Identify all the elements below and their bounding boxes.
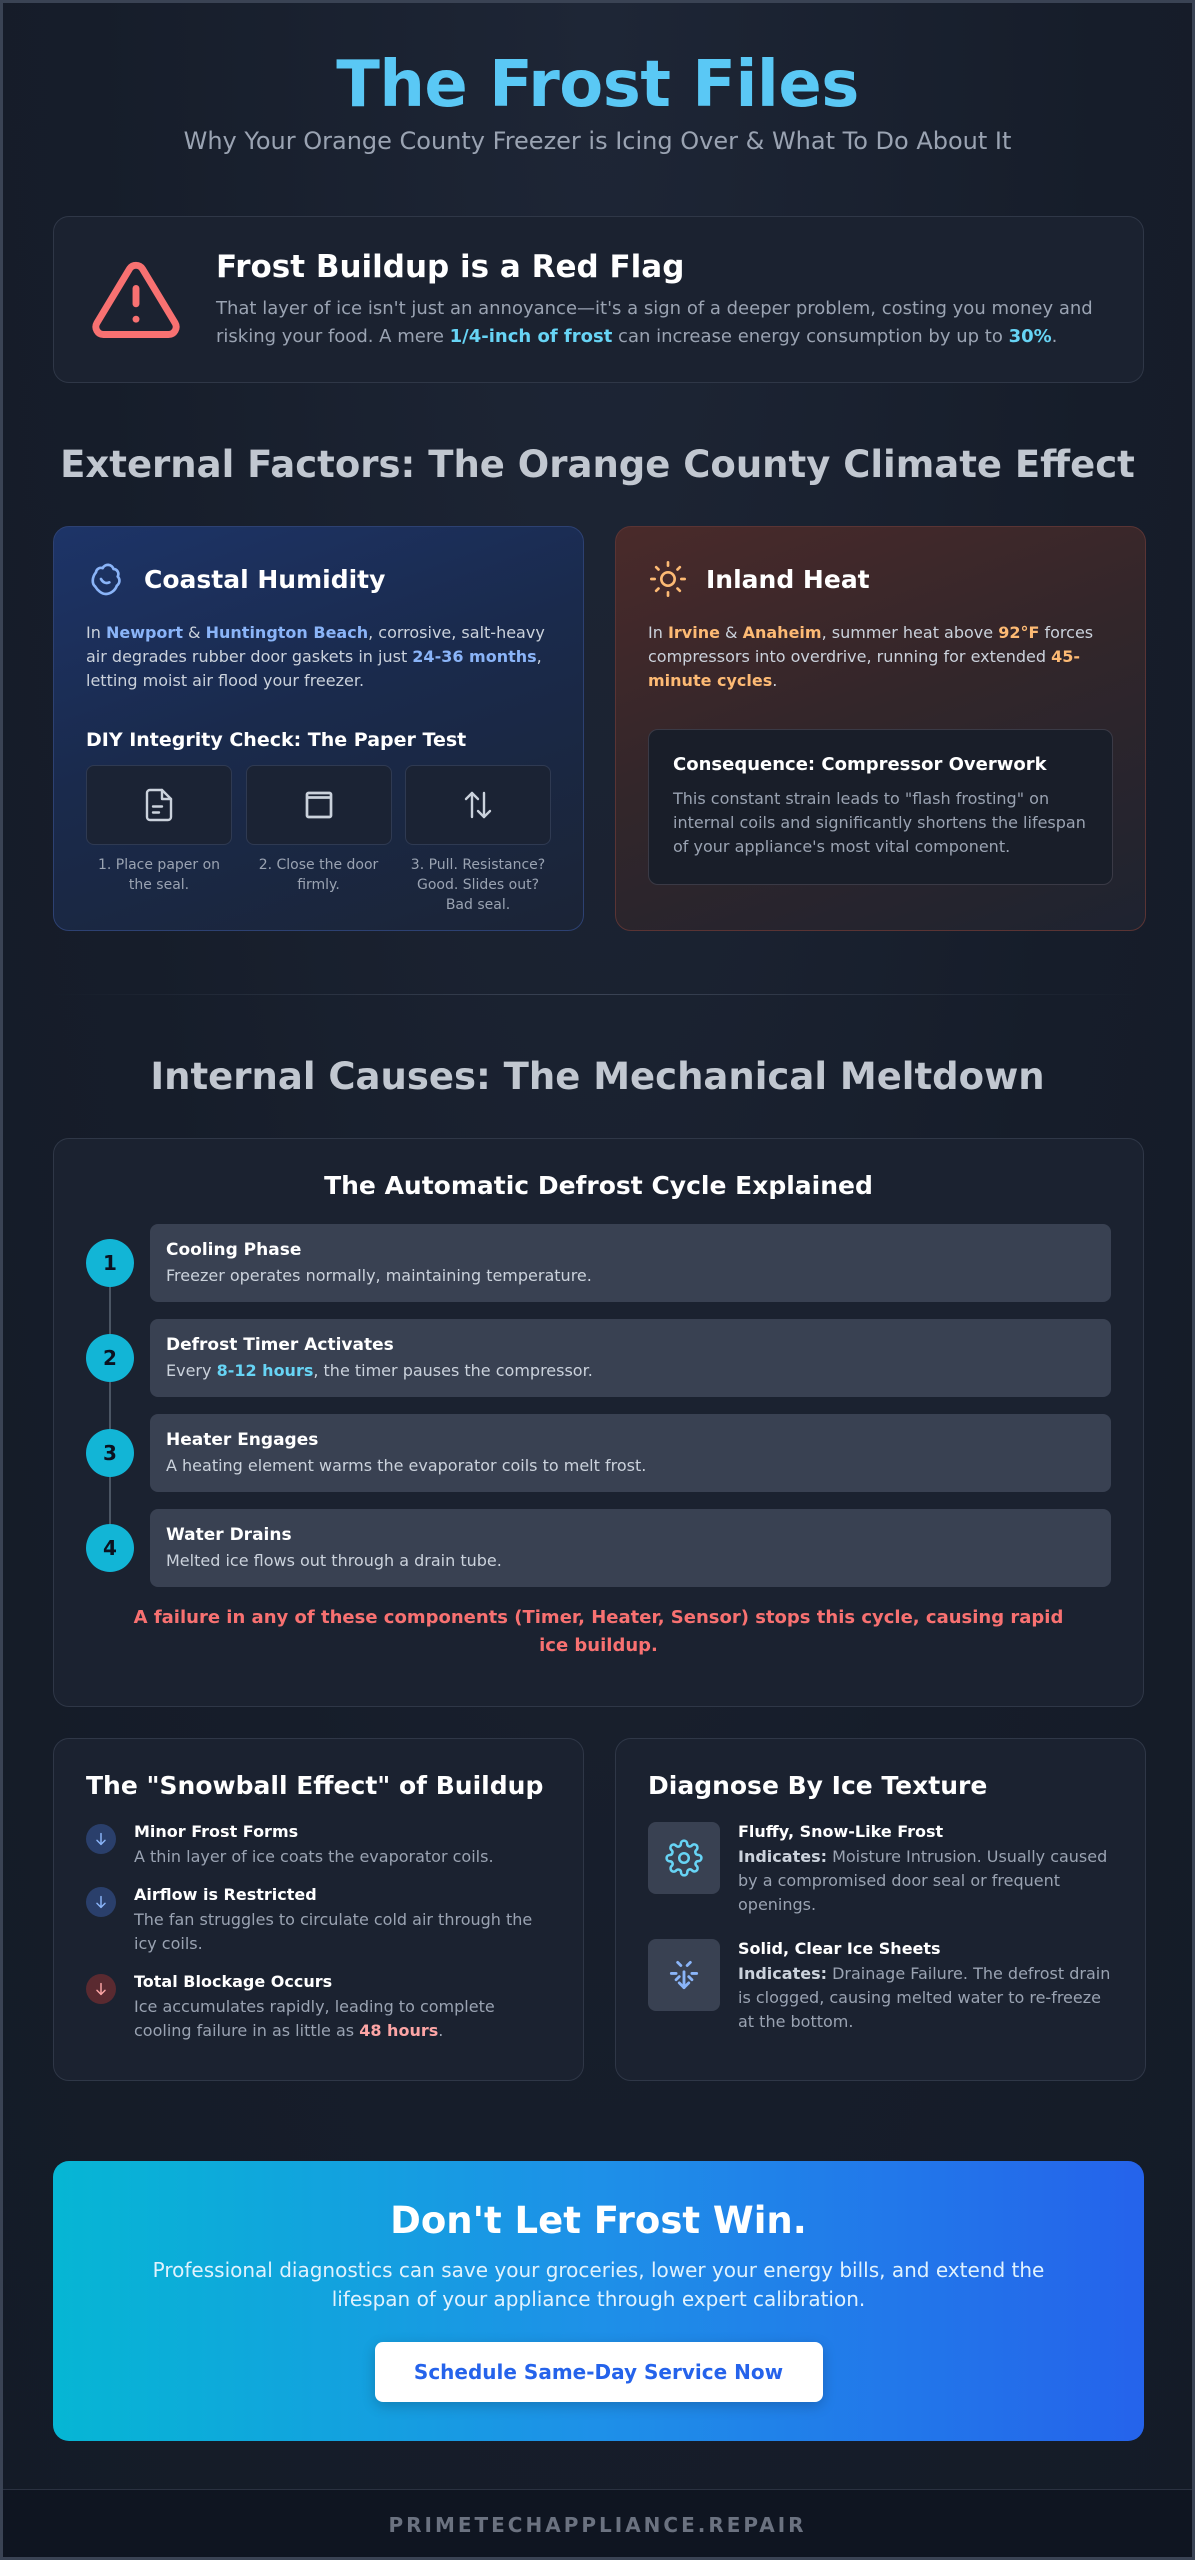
- paper-test-step: [405, 765, 551, 915]
- paper-icon: [141, 787, 177, 823]
- inland-text-part: &: [719, 623, 743, 642]
- snowball-item-desc: [134, 1995, 551, 2043]
- arrow-down-icon: [86, 1824, 116, 1854]
- diagnose-text-part: Drainage Failure. The defrost drain is clogged, causing melted water to re-freeze at the bottom.: [738, 1964, 1111, 2031]
- snowball-text-part: .: [438, 2021, 444, 2040]
- consequence-text: This constant strain leads to "flash frosting" on internal coils and significantly shortens the lifespan of your appliance's most vital component.: [673, 789, 1086, 856]
- snowball-item-desc: A thin layer of ice coats the evaporator coils.: [134, 1847, 494, 1866]
- cycle-duration: 45-minute cycles: [648, 647, 1081, 690]
- alert-card: [53, 216, 1144, 383]
- step-title: Water Drains: [166, 1525, 292, 1545]
- step-number: 3: [86, 1429, 134, 1477]
- step-text: [166, 1361, 1095, 1380]
- schedule-service-button[interactable]: Schedule Same-Day Service Now: [375, 2342, 823, 2402]
- step-box: [150, 1319, 1111, 1397]
- coastal-text-part: In: [86, 623, 106, 642]
- door-square-icon: [301, 787, 337, 823]
- coastal-header: [86, 559, 551, 599]
- city-newport: Newport: [105, 623, 183, 642]
- diagnose-item-desc: [738, 1845, 1113, 1917]
- footer-domain: PRIMETECHAPPLIANCE.REPAIR: [388, 2513, 807, 2537]
- alert-highlight-percent: 30%: [1008, 325, 1052, 347]
- step-number: 4: [86, 1524, 134, 1572]
- diagnose-item-title: Fluffy, Snow-Like Frost: [738, 1822, 944, 1841]
- step-box: [150, 1414, 1111, 1492]
- coastal-text: [86, 621, 551, 693]
- step-text: Melted ice flows out through a drain tube.: [166, 1551, 502, 1570]
- diagnose-item: [648, 1822, 1113, 1917]
- cta-text: Professional diagnostics can save your groceries, lower your energy bills, and extend the lifespan of your appliance through expert calibration.: [152, 2258, 1045, 2311]
- city-anaheim: Anaheim: [742, 623, 822, 642]
- timer-interval: 8-12 hours: [216, 1361, 314, 1380]
- timeline-step: [86, 1414, 1111, 1492]
- diagnose-text-part: Moisture Intrusion. Usually caused by a compromised door seal or frequent openings.: [738, 1847, 1108, 1914]
- pull-arrows-icon: [460, 787, 496, 823]
- alert-title: Frost Buildup is a Red Flag: [216, 248, 685, 285]
- heat-temperature: 92°F: [998, 623, 1040, 642]
- cta-title: Don't Let Frost Win.: [390, 2199, 807, 2242]
- section-divider: [53, 994, 1144, 995]
- snowball-text-part: Ice accumulates rapidly, leading to complete cooling failure in as little as: [134, 1997, 495, 2040]
- gasket-months: 24-36 months: [412, 647, 537, 666]
- alert-highlight-frost: 1/4-inch of frost: [449, 325, 613, 347]
- paper-test-step: [86, 765, 232, 915]
- inland-heat-card: [615, 526, 1146, 931]
- snowball-item: [86, 1822, 551, 1869]
- snowball-item-text: [134, 1972, 551, 2043]
- indicates-label: Indicates:: [738, 1847, 827, 1866]
- page-subtitle: Why Your Orange County Freezer is Icing Over & What To Do About It: [183, 127, 1012, 155]
- inland-title: Inland Heat: [706, 564, 870, 594]
- snowball-item-desc: The fan struggles to circulate cold air through the icy coils.: [134, 1910, 533, 1953]
- inland-text-part: .: [772, 671, 778, 690]
- paper-test-step-box: [86, 765, 232, 845]
- drain-icon: [648, 1939, 720, 2011]
- snowball-title: The "Snowball Effect" of Buildup: [86, 1771, 544, 1800]
- step-number: 2: [86, 1334, 134, 1382]
- paper-test-caption: 1. Place paper on the seal.: [97, 857, 221, 893]
- diagnose-card: [615, 1738, 1146, 2081]
- step-title: Defrost Timer Activates: [166, 1335, 394, 1355]
- inland-text-part: , summer heat above: [821, 623, 999, 642]
- paper-test-caption: 3. Pull. Resistance? Good. Slides out? Bad seal.: [410, 857, 546, 913]
- snowball-item-title: Airflow is Restricted: [134, 1885, 317, 1904]
- cta-banner: [53, 2161, 1144, 2441]
- diagnose-item-title: Solid, Clear Ice Sheets: [738, 1939, 941, 1958]
- diy-title: DIY Integrity Check: The Paper Test: [86, 729, 467, 751]
- step-text-part: Every: [166, 1361, 217, 1380]
- snowball-item-text: [134, 1885, 551, 1956]
- failure-warning: A failure in any of these components (Timer, Heater, Sensor) stops this cycle, causing rapid ice buildup.: [133, 1607, 1064, 1656]
- coastal-text-part: , corrosive, salt-heavy air degrades rubber door gaskets in just: [86, 623, 545, 666]
- coastal-humidity-card: [53, 526, 584, 931]
- step-text-part: , the timer pauses the compressor.: [313, 1361, 593, 1380]
- humidity-icon: [86, 559, 126, 599]
- alert-text-part: That layer of ice isn't just an annoyance—it's a sign of a deeper problem, costing you money and risking your food. A mere: [216, 297, 1093, 347]
- step-number: 1: [86, 1239, 134, 1287]
- alert-text-part: .: [1051, 325, 1058, 347]
- consequence-box: [648, 729, 1113, 885]
- header: [3, 3, 1192, 155]
- diagnose-item: [648, 1939, 1113, 2034]
- timeline-step: [86, 1224, 1111, 1302]
- footer: [3, 2489, 1192, 2560]
- inland-text: [648, 621, 1113, 693]
- alert-text: [216, 295, 1107, 351]
- snowball-item-title: Minor Frost Forms: [134, 1822, 299, 1841]
- inland-text-part: In: [648, 623, 668, 642]
- snowball-item: [86, 1972, 551, 2043]
- timeline-step: [86, 1319, 1111, 1397]
- paper-test-step: [246, 765, 392, 915]
- step-title: Heater Engages: [166, 1430, 319, 1450]
- step-text: A heating element warms the evaporator coils to melt frost.: [166, 1456, 647, 1475]
- step-box: [150, 1509, 1111, 1587]
- arrow-down-icon: [86, 1974, 116, 2004]
- defrost-timeline: [86, 1224, 1111, 1587]
- snowball-item: [86, 1885, 551, 1956]
- gear-icon: [648, 1822, 720, 1894]
- snowball-item-title: Total Blockage Occurs: [134, 1972, 333, 1991]
- diagnose-item-desc: [738, 1962, 1113, 2034]
- diagnose-item-text: [738, 1939, 1113, 2034]
- paper-test-caption: 2. Close the door firmly.: [258, 857, 379, 893]
- alert-content: [216, 249, 1107, 351]
- internal-heading: Internal Causes: The Mechanical Meltdown: [150, 1055, 1045, 1098]
- step-text: Freezer operates normally, maintaining temperature.: [166, 1266, 592, 1285]
- paper-test-step-box: [246, 765, 392, 845]
- paper-test-step-box: [405, 765, 551, 845]
- paper-test-steps: [86, 765, 551, 915]
- external-heading: External Factors: The Orange County Climate Effect: [60, 443, 1135, 486]
- snowball-item-text: [134, 1822, 494, 1869]
- sun-icon: [648, 559, 688, 599]
- defrost-cycle-title: The Automatic Defrost Cycle Explained: [324, 1171, 873, 1200]
- blockage-hours: 48 hours: [359, 2021, 439, 2040]
- warning-triangle-icon: [90, 254, 182, 346]
- page-title: The Frost Files: [336, 48, 859, 122]
- step-box: [150, 1224, 1111, 1302]
- coastal-text-part: &: [182, 623, 206, 642]
- diagnose-item-text: [738, 1822, 1113, 1917]
- diagnose-title: Diagnose By Ice Texture: [648, 1771, 988, 1800]
- arrow-down-icon: [86, 1887, 116, 1917]
- snowball-card: [53, 1738, 584, 2081]
- city-huntington: Huntington Beach: [205, 623, 369, 642]
- step-title: Cooling Phase: [166, 1240, 302, 1260]
- defrost-cycle-card: [53, 1138, 1144, 1707]
- coastal-title: Coastal Humidity: [144, 564, 386, 594]
- consequence-title: Consequence: Compressor Overwork: [673, 754, 1047, 775]
- coastal-text-part: , letting moist air flood your freezer.: [86, 647, 542, 690]
- indicates-label: Indicates:: [738, 1964, 827, 1983]
- inland-text-part: forces compressors into overdrive, running for extended: [648, 623, 1094, 666]
- city-irvine: Irvine: [667, 623, 720, 642]
- timeline-step: [86, 1509, 1111, 1587]
- alert-text-part: can increase energy consumption by up to: [612, 325, 1009, 347]
- timeline-line: [109, 1264, 111, 1544]
- inland-header: [648, 559, 1113, 599]
